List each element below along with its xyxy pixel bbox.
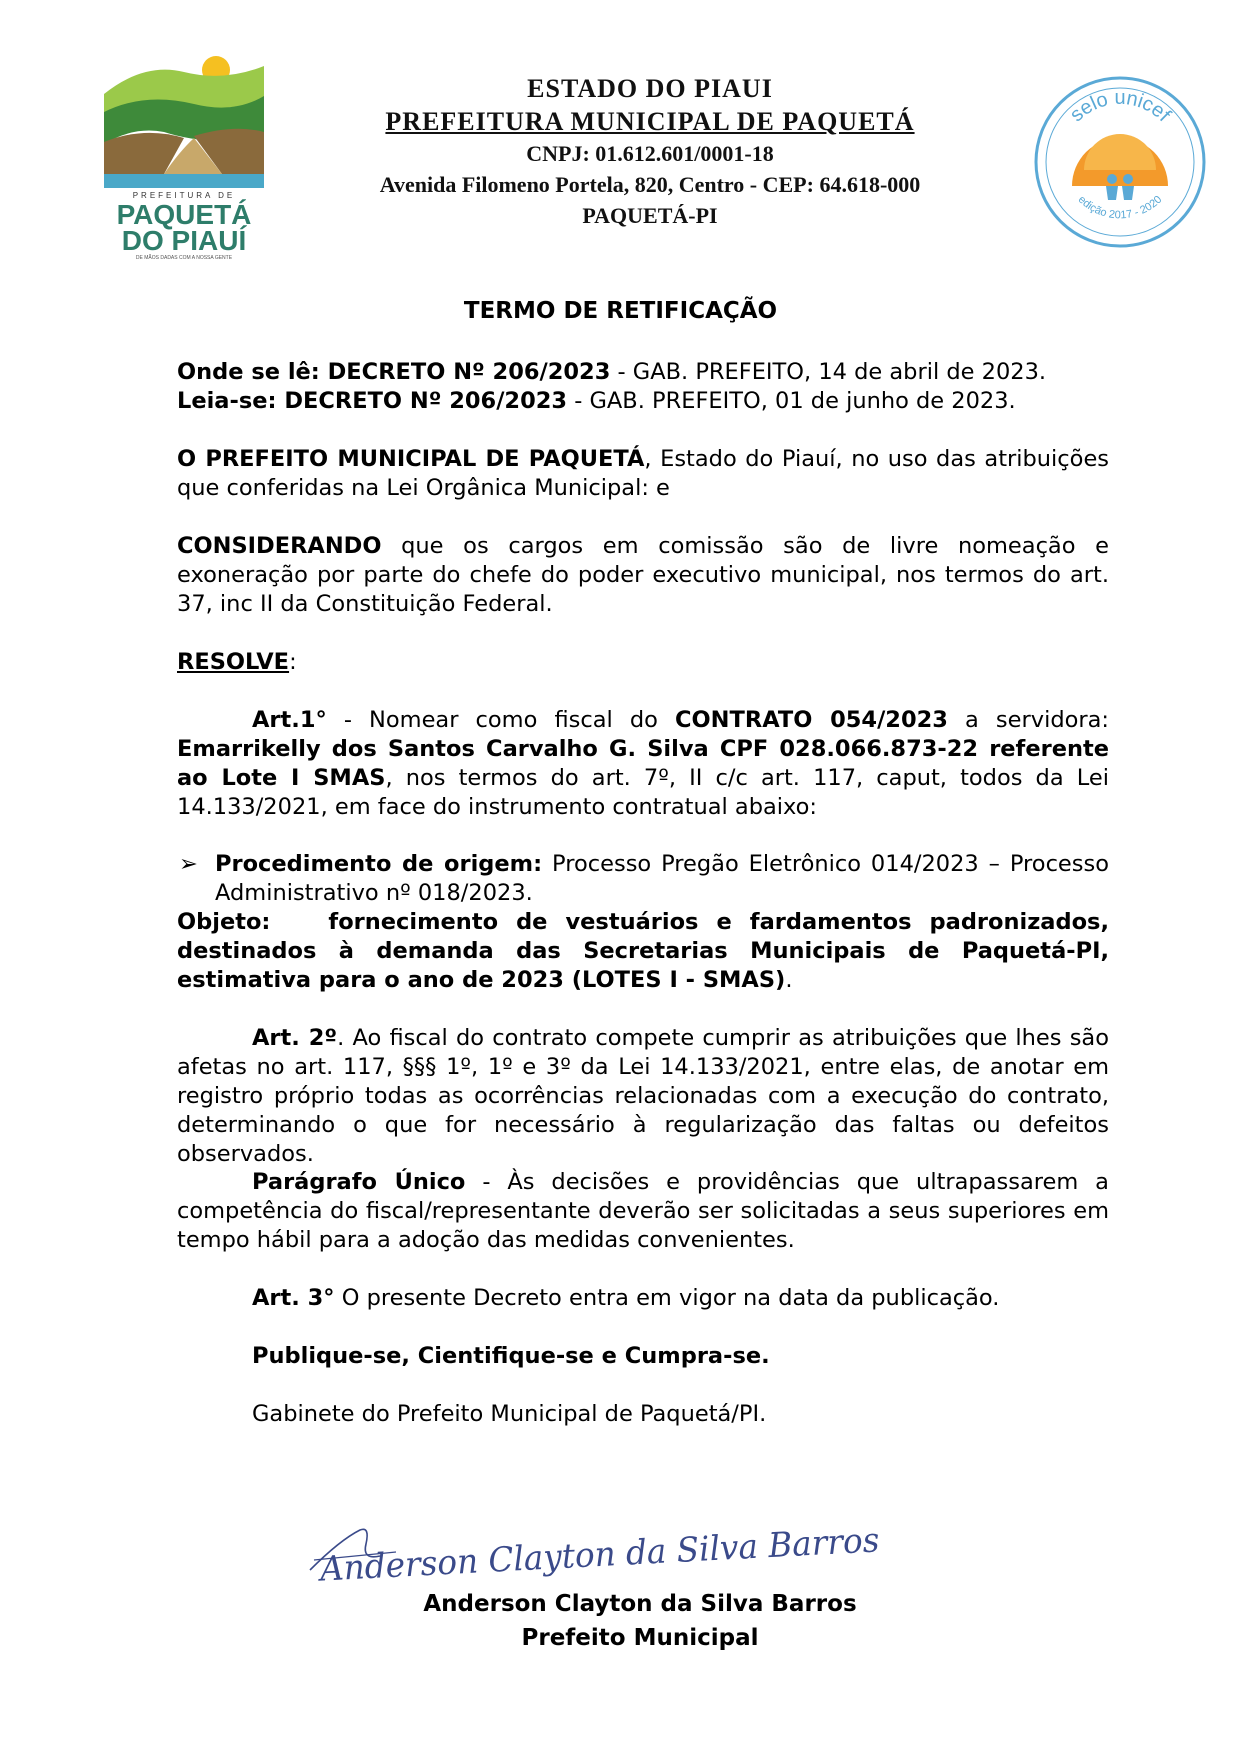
prefecture-name: PREFEITURA MUNICIPAL DE PAQUETÁ [385, 107, 915, 136]
signature-script: Anderson Clayton da Silva Barros [319, 1519, 903, 1590]
procedure-block [177, 850, 1109, 995]
seal-top-text: selo unicef [1065, 87, 1175, 127]
procedure-label: Procedimento de origem: [215, 851, 543, 877]
art2-text: . Ao fiscal do contrato compete cumprir as atribuições que lhes são afetas no art. 117, §§§ 1º, 1º e 3º da Lei 14.133/2021, entre elas, de anotar em registro próprio todas as ocorrências relacionadas com a execução do contrato, determinando o que for necessário à regularização das faltas ou defeitos observados. [177, 1025, 1109, 1167]
sole-paragraph [177, 1168, 1109, 1255]
signer-role: Prefeito Municipal [521, 1625, 759, 1651]
cabinet-text: Gabinete do Prefeito Municipal de Paquetá/PI. [252, 1401, 767, 1427]
art1-servant: Emarrikelly dos Santos Carvalho G. Silva CPF 028.066.873-22 referente ao Lote I SMAS [177, 736, 1109, 791]
sole-label: Parágrafo Único [252, 1169, 466, 1195]
article-3 [177, 1284, 1109, 1313]
resolve-label: RESOLVE [177, 649, 290, 675]
where-reads-label: Onde se lê: DECRETO Nº 206/2023 [177, 359, 611, 385]
object-text: fornecimento de vestuários e fardamentos padronizados, destinados à demanda das Secretarias Municipais de Paquetá-PI, estimativa para o ano de 2023 (LOTES I - SMAS) [177, 909, 1109, 993]
art1-label: Art.1° [252, 707, 327, 733]
read-as-label: Leia-se: DECRETO Nº 206/2023 [177, 388, 568, 414]
state-name: ESTADO DO PIAUI [527, 74, 773, 103]
sole-text: - Às decisões e providências que ultrapassarem a competência do fiscal/representante deverão ser solicitadas a seus superiores em tempo hábil para a adoção das medidas convenientes. [177, 1169, 1109, 1253]
handwritten-signature [300, 1500, 920, 1590]
art1-text-c: , nos termos do art. 7º, II c/c art. 117, caput, todos da Lei 14.133/2021, em face do instrumento contratual abaixo: [177, 765, 1109, 820]
cabinet-line [177, 1400, 1109, 1429]
article-2 [177, 1024, 1109, 1169]
art3-text: O presente Decreto entra em vigor na data da publicação. [334, 1285, 1000, 1311]
preamble-bold: O PREFEITO MUNICIPAL DE PAQUETÁ [177, 446, 645, 472]
considering-bold: CONSIDERANDO [177, 533, 382, 559]
signer-name: Anderson Clayton da Silva Barros [423, 1591, 857, 1617]
address: Avenida Filomeno Portela, 820, Centro - CEP: 64.618-000 [379, 172, 921, 197]
considering-paragraph [177, 532, 1109, 619]
art1-text-a: - Nomear como fiscal do [326, 707, 676, 733]
logo-line2: DO PIAUÍ [121, 225, 247, 256]
document-title: TERMO DE RETIFICAÇÃO [463, 298, 778, 324]
logo-line1: PAQUETÁ [116, 199, 252, 230]
art1-contract: CONTRATO 054/2023 [675, 707, 948, 733]
preamble-paragraph [177, 445, 1109, 503]
signer-block [0, 1587, 1241, 1655]
logo-tagline: DE MÃOS DADAS COM A NOSSA GENTE [135, 255, 233, 261]
art1-text-b: a servidora: [947, 707, 1109, 733]
preamble-text: , Estado do Piauí, no uso das atribuições que conferidas na Lei Orgânica Municipal: e [177, 446, 1110, 501]
arrow-bullet-icon: ➢ [179, 851, 198, 877]
procedure-item [177, 850, 1109, 908]
read-as-text: - GAB. PREFEITO, 01 de junho de 2023. [567, 388, 1016, 414]
prefecture-logo [104, 56, 304, 261]
publish-line [177, 1342, 1109, 1371]
art3-label: Art. 3° [252, 1285, 335, 1311]
procedure-text: Processo Pregão Eletrônico 014/2023 – Processo Administrativo nº 018/2023. [215, 851, 1109, 906]
art2-label: Art. 2º [252, 1025, 338, 1051]
city: PAQUETÁ-PI [582, 203, 718, 228]
publish-text: Publique-se, Cientifique-se e Cumpra-se. [252, 1343, 770, 1369]
logo-top-text: PREFEITURA DE [132, 191, 236, 200]
object-label: Objeto: [177, 909, 271, 935]
rectification-block [177, 358, 1109, 416]
unicef-seal [1032, 74, 1208, 250]
considering-text: que os cargos em comissão são de livre nomeação e exoneração por parte do chefe do poder executivo municipal, nos termos do art. 37, inc II da Constituição Federal. [177, 533, 1109, 617]
object-end: . [785, 967, 793, 993]
resolve-heading [177, 648, 1109, 677]
cnpj: CNPJ: 01.612.601/0001-18 [526, 141, 774, 166]
where-reads-text: - GAB. PREFEITO, 14 de abril de 2023. [610, 359, 1047, 385]
document-header [340, 72, 960, 232]
seal-bottom-text: edição 2017 - 2020 [1075, 193, 1165, 222]
resolve-colon: : [289, 649, 297, 675]
article-1 [177, 706, 1109, 822]
